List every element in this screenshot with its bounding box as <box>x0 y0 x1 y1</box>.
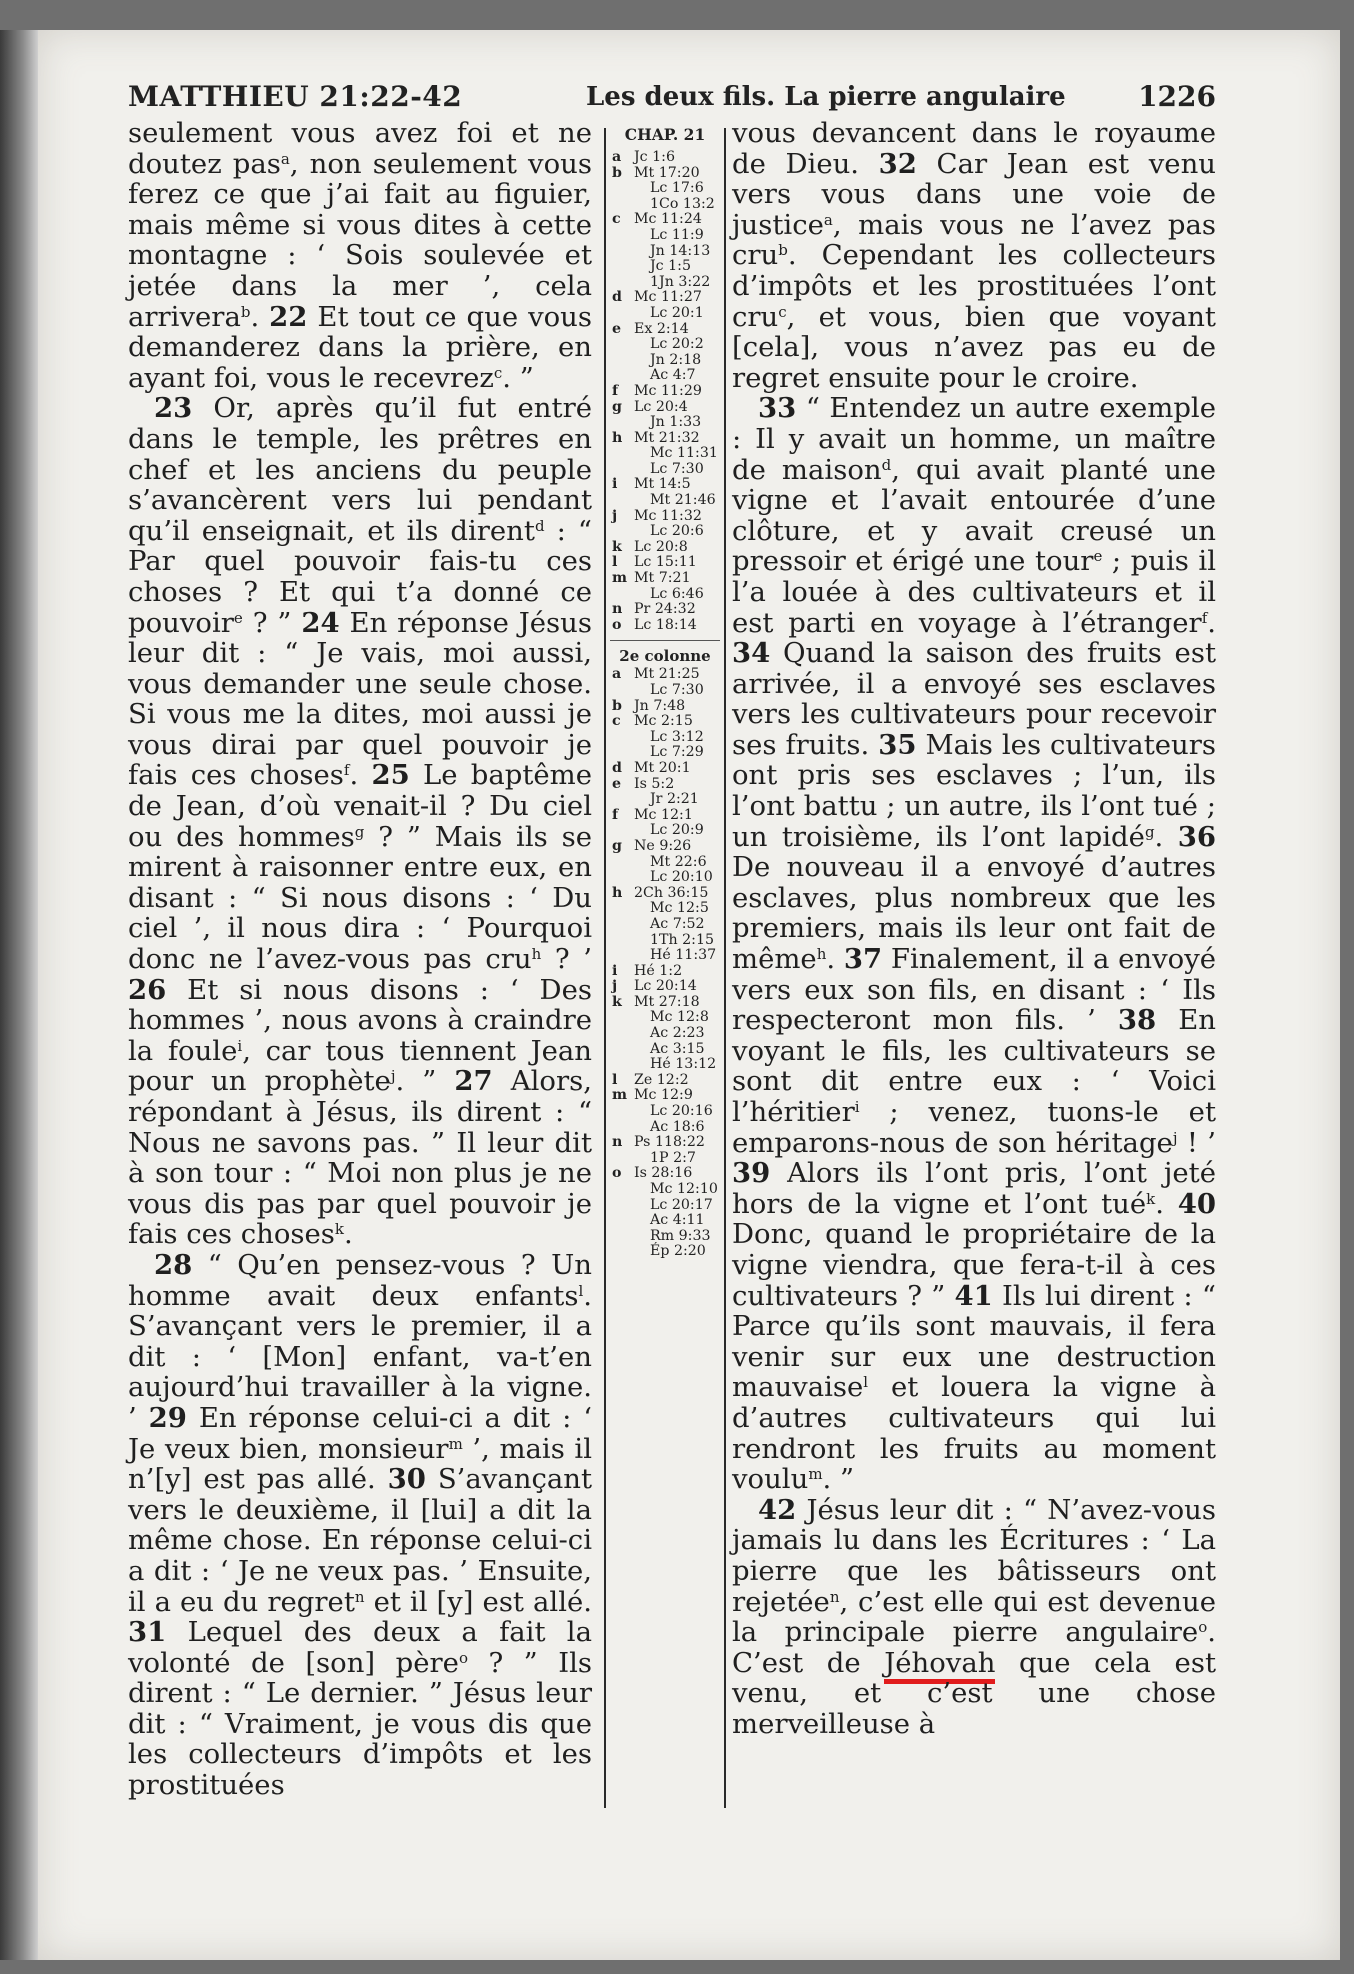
footnote-marker: k <box>334 1220 345 1239</box>
verse-text: . <box>250 300 270 333</box>
cross-reference-entry <box>608 777 722 793</box>
cross-reference-entry <box>608 1088 722 1104</box>
footnote-marker: n <box>354 1587 365 1606</box>
cross-reference-entry <box>608 290 722 306</box>
cross-reference-entry <box>608 839 722 855</box>
reference-text: Ac 18:6 <box>650 1118 705 1135</box>
reference-text: Mc 12:5 <box>650 900 709 917</box>
cross-reference-entry <box>608 1166 722 1182</box>
cross-reference-entry <box>608 228 722 244</box>
text-column-2 <box>732 118 1216 1739</box>
cross-reference-entry <box>608 431 722 447</box>
reference-text: Lc 20:9 <box>650 822 704 839</box>
cross-reference-entry <box>608 259 722 275</box>
verse-text: ’, mais il n’[y] est pas allé. <box>128 1432 592 1496</box>
reference-text: Ze 12:2 <box>634 1071 689 1088</box>
paragraph <box>732 118 1216 393</box>
reference-letter: c <box>612 713 621 730</box>
verse-number: 30 <box>387 1463 426 1496</box>
footnote-marker: a <box>280 149 290 168</box>
reference-text: Jn 2:18 <box>650 351 702 368</box>
verse-number: 26 <box>128 973 167 1006</box>
verse-text: , mais vous ne l’avez pas cru <box>732 208 1216 272</box>
cross-reference-entry <box>608 1026 722 1042</box>
verse-number: 31 <box>128 1616 167 1649</box>
footnote-marker: e <box>1093 547 1103 566</box>
cross-reference-entry <box>608 197 722 213</box>
verse-text: et louera la vigne à d’autres cultivateurs qui lui rendront les fruits au moment voulu <box>732 1371 1216 1496</box>
cross-reference-entry <box>608 870 722 886</box>
reference-list-column-1 <box>608 150 722 633</box>
cross-reference-entry <box>608 1151 722 1167</box>
verse-text: , c’est elle qui est devenue la principale pierre angulaire <box>732 1585 1216 1649</box>
verse-text: Alors, répondant à Jésus, ils dirent : “ Nous ne savons pas. ” Il leur dit à son tour : “ Moi non plus je ne vous dis pas par quel pouvoir je fais ces choses <box>128 1065 592 1251</box>
reference-text: Mt 27:18 <box>634 993 700 1010</box>
cross-reference-entry <box>608 477 722 493</box>
reference-text: 1Jn 3:22 <box>650 273 711 290</box>
verse-text: vous devancent dans le royaume de Dieu. <box>732 117 1216 180</box>
reference-text: Jc 1:6 <box>634 149 675 165</box>
verse-text: Car Jean est venu vers vous dans une voie de justice <box>732 147 1216 241</box>
cross-reference-entry <box>608 244 722 260</box>
verse-number: 38 <box>1117 1004 1157 1037</box>
underlined-divine-name: Jéhovah <box>884 1647 995 1684</box>
footnote-marker: c <box>493 363 503 382</box>
footnote-marker: l <box>578 1281 584 1300</box>
reference-text: Jn 7:48 <box>634 697 686 714</box>
page-header <box>128 80 1216 122</box>
reference-text: Mt 21:32 <box>634 429 700 446</box>
reference-text: Mt 17:20 <box>634 164 700 181</box>
reference-text: Lc 20:17 <box>650 1196 713 1213</box>
footnote-marker: h <box>531 945 542 964</box>
reference-letter: m <box>612 1087 628 1104</box>
cross-reference-column <box>608 125 722 1260</box>
column-divider-right <box>724 128 726 1808</box>
cross-reference-entry <box>608 462 722 478</box>
verse-text: . <box>1154 820 1178 853</box>
reference-letter: m <box>612 570 628 587</box>
footnote-marker: c <box>778 302 787 321</box>
reference-text: Ac 2:23 <box>650 1025 705 1042</box>
reference-letter: f <box>612 806 619 823</box>
footnote-marker: h <box>816 945 827 964</box>
reference-text: Mt 20:1 <box>634 759 691 776</box>
cross-reference-entry <box>608 1213 722 1229</box>
footnote-marker: n <box>829 1587 840 1606</box>
verse-text: , car tous tiennent Jean pour un prophète <box>128 1034 592 1098</box>
verse-text: . C’est de <box>732 1616 1216 1679</box>
reference-text: Lc 15:11 <box>634 554 697 571</box>
verse-text: ? ” Mais ils se mirent à raisonner entre eux, en disant : “ Si nous disons : ‘ Du ciel ’, il nous dira : ‘ Pourquoi donc ne l’avez-vous pas cru <box>128 820 592 976</box>
cross-reference-entry <box>608 1198 722 1214</box>
reference-text: Ps 118:22 <box>634 1134 705 1151</box>
reference-letter: a <box>612 149 622 165</box>
cross-reference-entry <box>608 524 722 540</box>
footnote-marker: d <box>534 516 545 535</box>
footnote-marker: d <box>881 455 892 474</box>
footnote-marker: b <box>778 241 788 260</box>
cross-reference-entry <box>608 745 722 761</box>
verse-text: , et vous, bien que voyant [cela], vous n’avez pas eu de regret ensuite pour le croire. <box>732 300 1216 394</box>
cross-reference-entry <box>608 587 722 603</box>
reference-text: Hé 11:37 <box>650 947 717 964</box>
footnote-marker: m <box>448 1434 463 1453</box>
reference-text: Jn 1:33 <box>650 414 702 431</box>
verse-text: Lequel des deux a fait la volonté de [son] père <box>128 1616 592 1679</box>
reference-letter: h <box>612 429 623 446</box>
reference-text: Ex 2:14 <box>634 320 689 337</box>
reference-separator <box>610 640 720 641</box>
verse-number: 35 <box>878 728 917 761</box>
verse-number: 22 <box>269 300 308 333</box>
page-edge <box>0 30 38 1960</box>
cross-reference-entry <box>608 886 722 902</box>
reference-text: Ac 7:52 <box>650 915 705 932</box>
reference-letter: d <box>612 289 622 306</box>
verse-number: 34 <box>732 637 771 670</box>
cross-reference-entry <box>608 150 722 166</box>
reference-text: Ép 2:20 <box>650 1243 706 1260</box>
footnote-marker: a <box>823 210 833 229</box>
verse-text: : “ Par quel pouvoir fais-tu ces choses ? Et qui t’a donné ce pouvoir <box>128 514 592 639</box>
reference-letter: b <box>612 164 622 181</box>
reference-text: Mc 12:9 <box>634 1087 693 1104</box>
reference-text: Mc 12:1 <box>634 806 693 823</box>
verse-text: Or, après qu’il fut entré dans le temple, les prêtres en chef et les anciens du peuple s’avancèrent vers lui pendant qu’il enseignait, et ils dirent <box>128 392 592 547</box>
verse-text: . S’avançant vers le premier, il a dit : ‘ [Mon] enfant, va-t’en aujourd’hui travailler à la vigne. ’ <box>128 1279 592 1434</box>
cross-reference-entry <box>608 181 722 197</box>
verse-text: ; venez, tuons-le et emparons-nous de son héritage <box>732 1096 1216 1159</box>
reference-text: Mt 22:6 <box>650 853 707 870</box>
reference-letter: c <box>612 211 621 228</box>
cross-reference-entry <box>608 823 722 839</box>
verse-text: ! ’ <box>1177 1126 1217 1159</box>
footnote-marker: j <box>390 1067 396 1086</box>
reference-letter: i <box>612 476 618 493</box>
reference-letter: j <box>612 978 618 995</box>
reference-text: Lc 11:9 <box>650 226 704 243</box>
cross-reference-entry <box>608 917 722 933</box>
verse-text: ; puis il l’a louée à des cultivateurs et il est parti en voyage à l’étranger <box>732 545 1216 639</box>
cross-reference-entry <box>608 353 722 369</box>
verse-text: Ils lui dirent : “ Parce qu’ils sont mauvais, il fera venir sur eux une destruction mauvaise <box>732 1279 1216 1404</box>
verse-number: 24 <box>301 606 340 639</box>
reference-letter: i <box>612 962 618 979</box>
reference-text: Lc 7:30 <box>650 460 704 477</box>
reference-text: Mc 11:29 <box>634 382 702 399</box>
reference-text: Lc 20:16 <box>650 1103 713 1120</box>
verse-text: , non seulement vous ferez ce que j’ai fait au figuier, mais même si vous dites à cette montagne : ‘ Sois soulevée et jetée dans la mer ’, cela arrivera <box>128 147 592 333</box>
verse-text: . <box>1155 1187 1178 1220</box>
verse-number: 27 <box>454 1065 493 1098</box>
cross-reference-entry <box>608 212 722 228</box>
reference-text: Ac 3:15 <box>650 1040 705 1057</box>
cross-reference-entry <box>608 166 722 182</box>
cross-reference-entry <box>608 901 722 917</box>
verse-number: 39 <box>732 1157 771 1190</box>
verse-text: ? ” <box>242 606 302 639</box>
cross-reference-entry <box>608 306 722 322</box>
reference-text: Mc 11:24 <box>634 211 702 228</box>
footnote-marker: b <box>240 302 251 321</box>
reference-letter: o <box>612 1165 622 1182</box>
reference-text: Lc 20:8 <box>634 538 688 555</box>
verse-text: ? ” Ils dirent : “ Le dernier. ” Jésus leur dit : “ Vraiment, je vous dis que les collecteurs d’impôts et les prostituées <box>128 1646 592 1802</box>
verse-text: S’avançant vers le deuxième, il [lui] a dit la même chose. En réponse celui-ci a dit : ‘ Je ne veux pas. ’ Ensuite, il a eu du regret <box>128 1463 593 1618</box>
verse-number: 40 <box>1177 1187 1217 1220</box>
reference-letter: n <box>612 601 623 618</box>
text-column-1 <box>128 118 592 1801</box>
footnote-marker: e <box>233 608 243 627</box>
running-head-title: Les deux fils. La pierre angulaire <box>586 82 1066 112</box>
cross-reference-entry <box>608 275 722 291</box>
cross-reference-entry <box>608 667 722 683</box>
cross-reference-entry <box>608 400 722 416</box>
reference-text: Lc 7:29 <box>650 744 704 761</box>
verse-number: 29 <box>148 1401 187 1434</box>
cross-reference-entry <box>608 368 722 384</box>
cross-reference-entry <box>608 730 722 746</box>
cross-reference-entry <box>608 761 722 777</box>
reference-letter: e <box>612 775 622 792</box>
verse-text: seulement vous avez foi et ne doutez pas <box>128 117 592 180</box>
footnote-marker: j <box>1172 1128 1178 1147</box>
reference-text: Mc 12:8 <box>650 1009 709 1026</box>
cross-reference-entry <box>608 384 722 400</box>
reference-text: Lc 3:12 <box>650 728 704 745</box>
cross-reference-entry <box>608 1057 722 1073</box>
reference-text: Mc 11:32 <box>634 507 702 524</box>
cross-reference-entry <box>608 808 722 824</box>
cross-reference-entry <box>608 1104 722 1120</box>
reference-text: Lc 20:1 <box>650 304 704 321</box>
reference-text: Mc 11:31 <box>650 445 718 462</box>
verse-text: Et tout ce que vous demanderez dans la prière, en ayant foi, vous le recevrez <box>128 300 592 394</box>
paragraph <box>732 393 1216 1494</box>
cross-reference-entry <box>608 322 722 338</box>
cross-reference-entry <box>608 446 722 462</box>
footnote-marker: g <box>1144 822 1155 841</box>
reference-text: Mt 21:46 <box>650 492 716 509</box>
reference-text: Rm 9:33 <box>650 1227 711 1244</box>
verse-text: En réponse Jésus leur dit : “ Je vais, moi aussi, vous demander une seule chose. Si vous me la dites, moi aussi je vous dirai par quel pouvoir je fais ces choses <box>128 606 592 792</box>
cross-reference-entry <box>608 964 722 980</box>
reference-text: 1P 2:7 <box>650 1149 696 1166</box>
footnote-marker: f <box>343 761 350 780</box>
cross-reference-entry <box>608 1244 722 1260</box>
cross-reference-entry <box>608 509 722 525</box>
reference-text: Mt 14:5 <box>634 476 691 493</box>
verse-number: 36 <box>1177 820 1216 853</box>
reference-text: Ne 9:26 <box>634 837 692 854</box>
verse-text: . ” <box>502 361 534 394</box>
reference-text: Jc 1:5 <box>650 258 691 275</box>
running-head-reference: MATTHIEU 21:22-42 <box>128 80 463 113</box>
verse-text: “ Qu’en pensez-vous ? Un homme avait deux enfants <box>128 1248 592 1312</box>
reference-text: Ac 4:7 <box>650 367 696 384</box>
footnote-marker: l <box>863 1373 869 1392</box>
footnote-marker: f <box>1201 608 1208 627</box>
reference-text: Jn 14:13 <box>650 242 711 259</box>
footnote-marker: i <box>854 1098 860 1116</box>
reference-text: Lc 7:30 <box>650 682 704 698</box>
paragraph <box>128 118 592 393</box>
cross-reference-entry <box>608 1042 722 1058</box>
cross-reference-entry <box>608 618 722 634</box>
verse-number: 23 <box>154 392 193 425</box>
verse-text: “ Entendez un autre exemple : Il y avait un homme, un maître de maison <box>732 392 1216 486</box>
cross-reference-entry <box>608 792 722 808</box>
verse-text: et il [y] est allé. <box>364 1585 593 1618</box>
verse-text: . ” <box>822 1463 855 1496</box>
cross-reference-entry <box>608 933 722 949</box>
reference-text: Ac 4:11 <box>650 1212 705 1229</box>
cross-reference-entry <box>608 699 722 715</box>
reference-text: 1Th 2:15 <box>650 931 714 948</box>
reference-text: Lc 20:6 <box>650 523 704 540</box>
reference-letter: k <box>612 993 622 1010</box>
verse-number: 33 <box>758 392 797 425</box>
cross-reference-entry <box>608 571 722 587</box>
reference-text: Lc 20:2 <box>650 336 704 353</box>
verse-text: . <box>344 1218 353 1251</box>
reference-letter: g <box>612 398 622 415</box>
cross-reference-entry <box>608 714 722 730</box>
reference-letter: a <box>612 666 622 683</box>
verse-number: 42 <box>758 1493 797 1526</box>
verse-text: Et si nous disons : ‘ Des hommes ’, nous avons à craindre la foule <box>128 973 592 1067</box>
reference-letter: n <box>612 1134 623 1151</box>
footnote-marker: k <box>1146 1189 1156 1208</box>
verse-number: 25 <box>371 759 410 792</box>
reference-text: Mt 7:21 <box>634 570 691 587</box>
verse-text: En voyant le fils, les cultivateurs se sont dit entre eux : ‘ Voici l’héritier <box>732 1004 1216 1128</box>
cross-reference-entry <box>608 1073 722 1089</box>
reference-text: Lc 18:14 <box>634 616 697 633</box>
reference-text: Lc 20:10 <box>650 869 713 886</box>
verse-text: . <box>1207 606 1216 639</box>
cross-reference-entry <box>608 1135 722 1151</box>
page-number: 1226 <box>1138 80 1216 113</box>
reference-text: Lc 17:6 <box>650 180 704 197</box>
reference-text: Hé 13:12 <box>650 1056 717 1073</box>
reference-letter: j <box>612 507 618 524</box>
cross-reference-entry <box>608 1120 722 1136</box>
verse-text: , qui avait planté une vigne et l’avait entourée d’une clôture, et y avait creusé un pressoir et érigé une tour <box>732 453 1216 578</box>
reference-text: Hé 1:2 <box>634 962 683 979</box>
cross-reference-entry <box>608 995 722 1011</box>
cross-reference-entry <box>608 602 722 618</box>
reference-letter: k <box>612 538 622 555</box>
reference-text: Is 28:16 <box>634 1165 693 1182</box>
paragraph <box>128 393 592 1250</box>
verse-text: Quand la saison des fruits est arrivée, il a envoyé ses esclaves vers les cultivateurs pour recevoir ses fruits. <box>732 637 1216 761</box>
reference-letter: l <box>612 554 618 571</box>
reference-letter: g <box>612 837 622 854</box>
verse-text: . <box>826 943 844 976</box>
verse-number: 37 <box>843 943 883 976</box>
reference-text: Mt 21:25 <box>634 666 700 683</box>
reference-text: Mc 2:15 <box>634 713 693 730</box>
reference-letter: f <box>612 382 619 399</box>
verse-text: Mais les cultivateurs ont pris ses esclaves ; l’un, ils l’ont battu ; un autre, ils l’ont tué ; un troisième, ils l’ont lapidé <box>732 728 1217 853</box>
verse-text: . Cependant les collecteurs d’impôts et les prostituées l’ont cru <box>732 239 1216 333</box>
cross-reference-entry <box>608 555 722 571</box>
cross-reference-entry <box>608 540 722 556</box>
verse-text: . <box>349 759 372 792</box>
column-divider-left <box>604 128 606 1808</box>
verse-text: Le baptême de Jean, d’où venait-il ? Du ciel ou des hommes <box>128 759 593 853</box>
verse-text: De nouveau il a envoyé d’autres esclaves, plus nombreux que les premiers, mais ils leur ont fait de même <box>732 851 1216 976</box>
reference-text: Lc 20:14 <box>634 978 697 995</box>
verse-text: Alors ils l’ont pris, l’ont jeté hors de la vigne et l’ont tué <box>732 1157 1216 1220</box>
footnote-marker: o <box>458 1648 468 1667</box>
reference-letter: d <box>612 759 622 776</box>
reference-text: Mc 11:27 <box>634 289 702 306</box>
paragraph <box>128 1250 592 1801</box>
cross-reference-entry <box>608 855 722 871</box>
reference-letter: b <box>612 697 622 714</box>
cross-reference-entry <box>608 1182 722 1198</box>
reference-text: Is 5:2 <box>634 775 675 792</box>
reference-text: Jr 2:21 <box>650 791 699 808</box>
reference-text: Lc 6:46 <box>650 585 704 602</box>
reference-letter: h <box>612 884 623 901</box>
paragraph <box>732 1495 1216 1740</box>
cross-reference-entry <box>608 415 722 431</box>
footnote-marker: i <box>237 1036 243 1055</box>
verse-number: 41 <box>954 1279 993 1312</box>
verse-text: En réponse celui-ci a dit : ‘ Je veux bien, monsieur <box>128 1401 592 1465</box>
verse-text: ? ’ <box>541 943 592 976</box>
reference-letter: l <box>612 1071 618 1088</box>
reference-text: Lc 20:4 <box>634 398 688 415</box>
verse-text: Donc, quand le propriétaire de la vigne viendra, que fera-t-il à ces cultivateurs ? ” <box>732 1218 1216 1312</box>
verse-text: Jésus leur dit : “ N’avez-vous jamais lu dans les Écritures : ‘ La pierre que les bâtisseurs ont rejetée <box>732 1493 1216 1618</box>
cross-reference-entry <box>608 683 722 699</box>
reference-letter: o <box>612 616 622 633</box>
verse-number: 32 <box>878 147 917 180</box>
reference-text: Pr 24:32 <box>634 601 696 618</box>
chapter-label: CHAP. 21 <box>624 125 706 144</box>
footnote-marker: g <box>354 822 365 841</box>
second-column-label: 2e colonne <box>619 647 711 666</box>
cross-reference-entry <box>608 1010 722 1026</box>
reference-list-column-2 <box>608 667 722 1260</box>
reference-letter: e <box>612 320 622 337</box>
verse-text: Finalement, il a envoyé vers eux son fils, en disant : ‘ Ils respecteront mon fils. ’ <box>732 943 1217 1037</box>
footnote-marker: o <box>1198 1618 1208 1637</box>
reference-text: Mc 12:10 <box>650 1181 718 1197</box>
cross-reference-entry <box>608 337 722 353</box>
cross-reference-entry <box>608 979 722 995</box>
footnote-marker: m <box>808 1465 823 1484</box>
verse-text: . ” <box>395 1065 455 1098</box>
cross-reference-entry <box>608 493 722 509</box>
verse-number: 28 <box>154 1248 193 1281</box>
reference-text: 1Co 13:2 <box>650 195 715 212</box>
reference-text: 2Ch 36:15 <box>634 884 709 901</box>
cross-reference-entry <box>608 948 722 964</box>
verse-text: que cela est venu, et c’est une chose merveilleuse à <box>732 1646 1216 1740</box>
